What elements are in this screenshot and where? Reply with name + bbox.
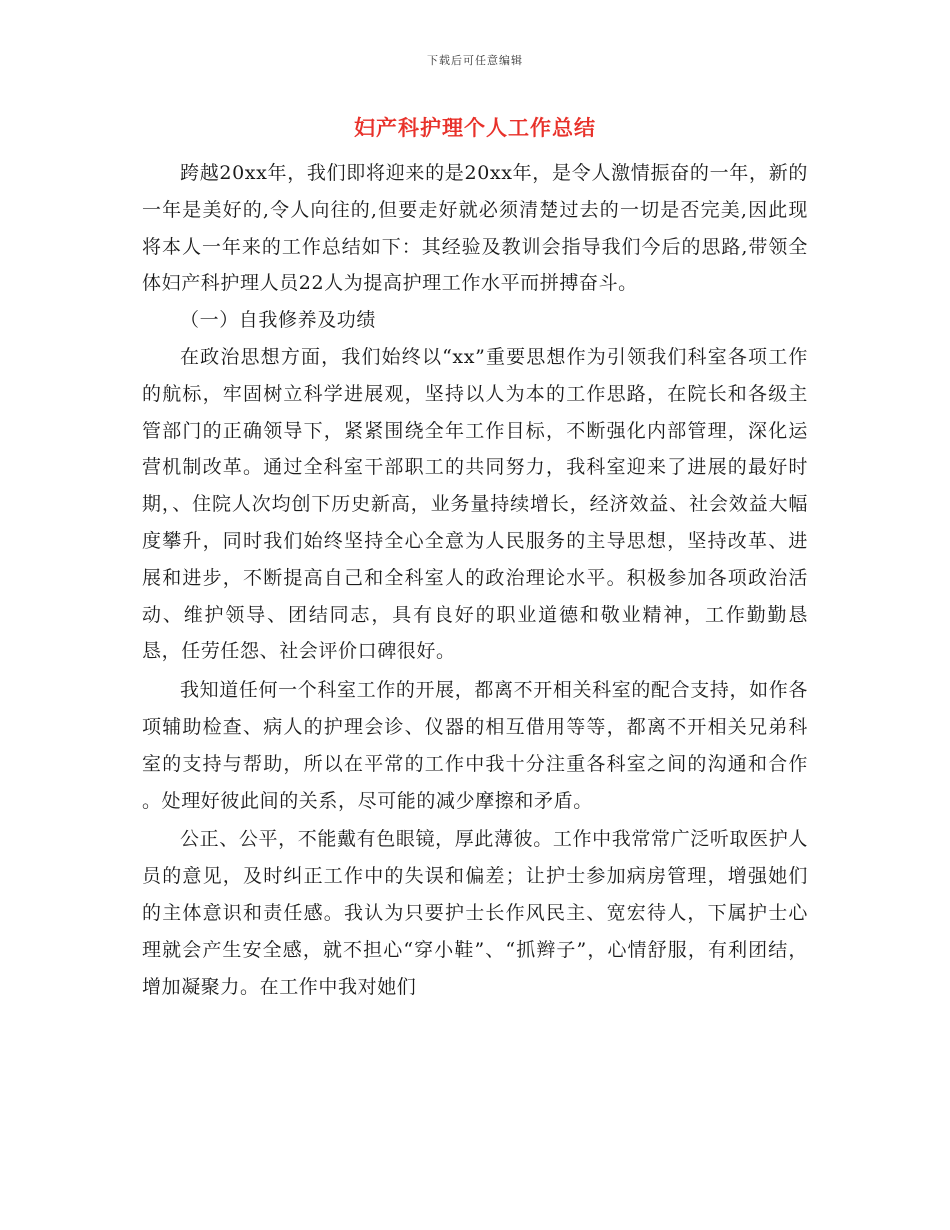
paragraph-fairness: 公正、公平，不能戴有色眼镜，厚此薄彼。工作中我常常广泛听取医护人员的意见，及时纠正工作中的失误和偏差；让护士参加病房管理，增强她们的主体意识和责任感。我认为只要护士长作风民主、宽宏待人，下属护士心理就会产生安全感，就不担心“穿小鞋”、“抓辫子”，心情舒服，有利团结，增加凝聚力。在工作中我对她们 (142, 828, 808, 998)
document-title: 妇产科护理个人工作总结 (354, 115, 596, 140)
section-heading: （一）自我修养及功绩 (180, 309, 377, 332)
paragraph-cooperation: 我知道任何一个科室工作的开展，都离不开相关科室的配合支持，如作各项辅助检查、病人的护理会诊、仪器的相互借用等等，都离不开相关兄弟科室的支持与帮助，所以在平常的工作中我十分注重各科室之间的沟通和合作 。处理好彼此间的关系，尽可能的减少摩擦和矛盾。 (142, 679, 808, 812)
document-body (142, 155, 808, 1005)
header-note: 下载后可任意编辑 (427, 54, 523, 67)
paragraph-political: 在政治思想方面，我们始终以“xx”重要思想作为引领我们科室各项工作的航标，牢固树立科学进展观，坚持以人为本的工作思路，在院长和各级主管部门的正确领导下，紧紧围绕全年工作目标，不断强化内部管理，深化运营机制改革。通过全科室干部职工的共同努力，我科室迎来了进展的最好时期，、住院人次均创下历史新高，业务量持续增长，经济效益、社会效益大幅度攀升，同时我们始终坚持全心全意为人民服务的主导思想，坚持改革、进展和进步，不断提高自己和全科室人的政治理论水平。积极参加各项政治活动、维护领导、团结同志，具有良好的职业道德和敬业精神，工作勤勤恳恳，任劳任怨、社会评价口碑很好。 (142, 345, 808, 663)
paragraph-intro: 跨越20xx年，我们即将迎来的是20xx年，是令人激情振奋的一年，新的一年是美好的,令人向往的,但要走好就必须清楚过去的一切是否完美,因此现将本人一年来的工作总结如下：其经验及教训会指导我们今后的思路,带领全体妇产科护理人员22人为提高护理工作水平而拼搏奋斗。 (142, 162, 808, 295)
